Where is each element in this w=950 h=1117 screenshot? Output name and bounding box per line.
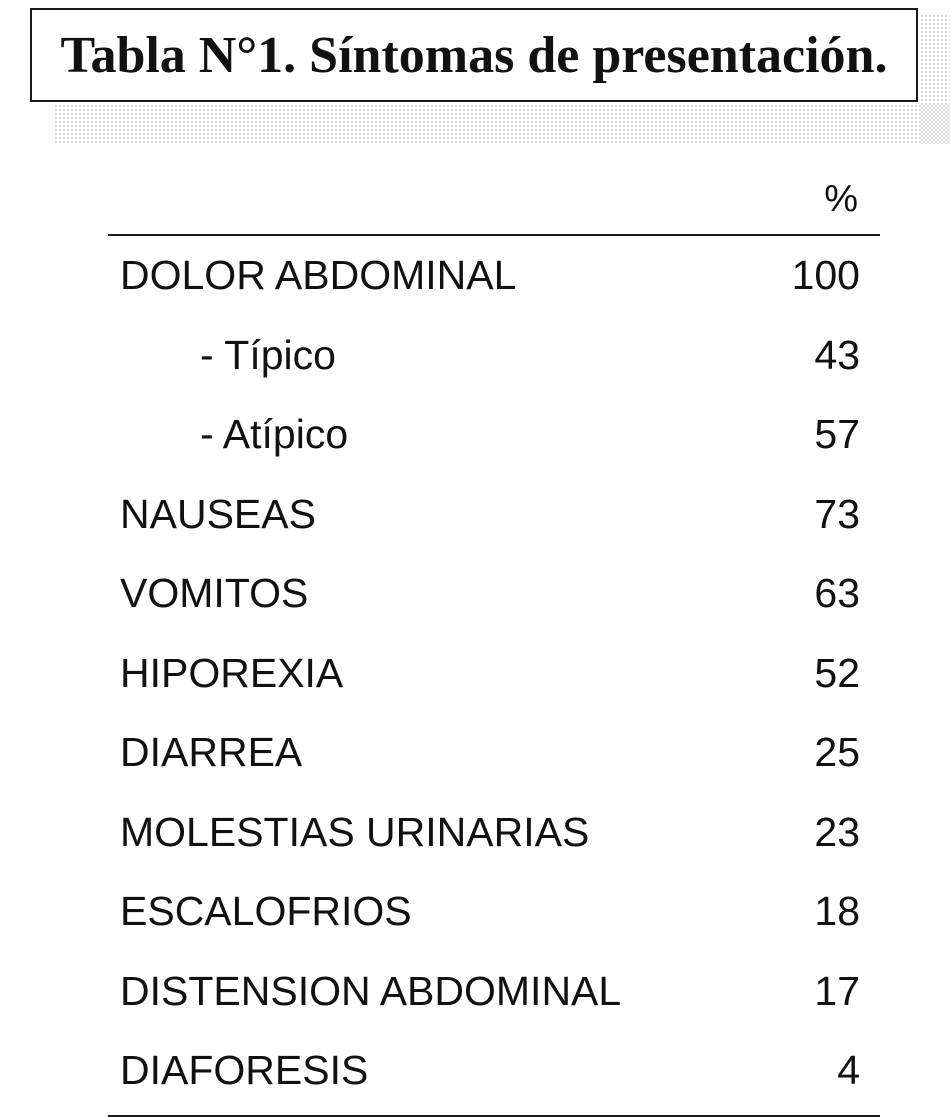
symptoms-table <box>108 170 880 1117</box>
table-row <box>108 395 880 475</box>
table-row <box>108 475 880 555</box>
table-row <box>108 1031 880 1111</box>
table-bottom-rule <box>108 1115 880 1117</box>
table-row <box>108 554 880 634</box>
symptom-label: DIAFORESIS <box>120 1047 369 1093</box>
symptom-percent: 23 <box>814 808 860 855</box>
table-header-row <box>108 170 880 236</box>
symptom-label: MOLESTIAS URINARIAS <box>120 808 590 855</box>
symptom-label: VOMITOS <box>120 570 309 616</box>
symptom-percent: 25 <box>814 729 860 775</box>
symptom-percent: 100 <box>791 252 860 298</box>
title-shadow-side <box>920 14 950 144</box>
table-row <box>108 952 880 1032</box>
table-row <box>108 793 880 873</box>
table-row <box>108 236 880 316</box>
symptom-label: DOLOR ABDOMINAL <box>120 252 517 298</box>
symptom-label: - Típico <box>200 331 336 378</box>
symptom-percent: 4 <box>837 1047 860 1093</box>
symptom-label: DISTENSION ABDOMINAL <box>120 967 622 1014</box>
title-box <box>30 8 918 102</box>
symptom-percent: 18 <box>814 888 860 934</box>
symptom-label: DIARREA <box>120 729 303 775</box>
symptom-label: - Atípico <box>200 411 349 457</box>
symptom-percent: 63 <box>814 570 860 616</box>
symptom-percent: 73 <box>814 490 860 537</box>
symptom-percent: 52 <box>814 649 860 696</box>
table-row <box>108 634 880 714</box>
symptom-percent: 57 <box>814 411 860 457</box>
table-row <box>108 872 880 952</box>
symptom-label: HIPOREXIA <box>120 649 344 696</box>
symptom-percent: 43 <box>814 331 860 378</box>
symptom-percent: 17 <box>814 967 860 1014</box>
table-row <box>108 316 880 396</box>
percent-column-header: % <box>824 178 858 220</box>
symptom-label: NAUSEAS <box>120 490 316 537</box>
title-shadow <box>54 104 950 144</box>
table-body <box>108 236 880 1111</box>
table-title: Tabla N°1. Síntomas de presentación. <box>60 26 888 84</box>
symptom-label: ESCALOFRIOS <box>120 888 412 934</box>
table-row <box>108 713 880 793</box>
